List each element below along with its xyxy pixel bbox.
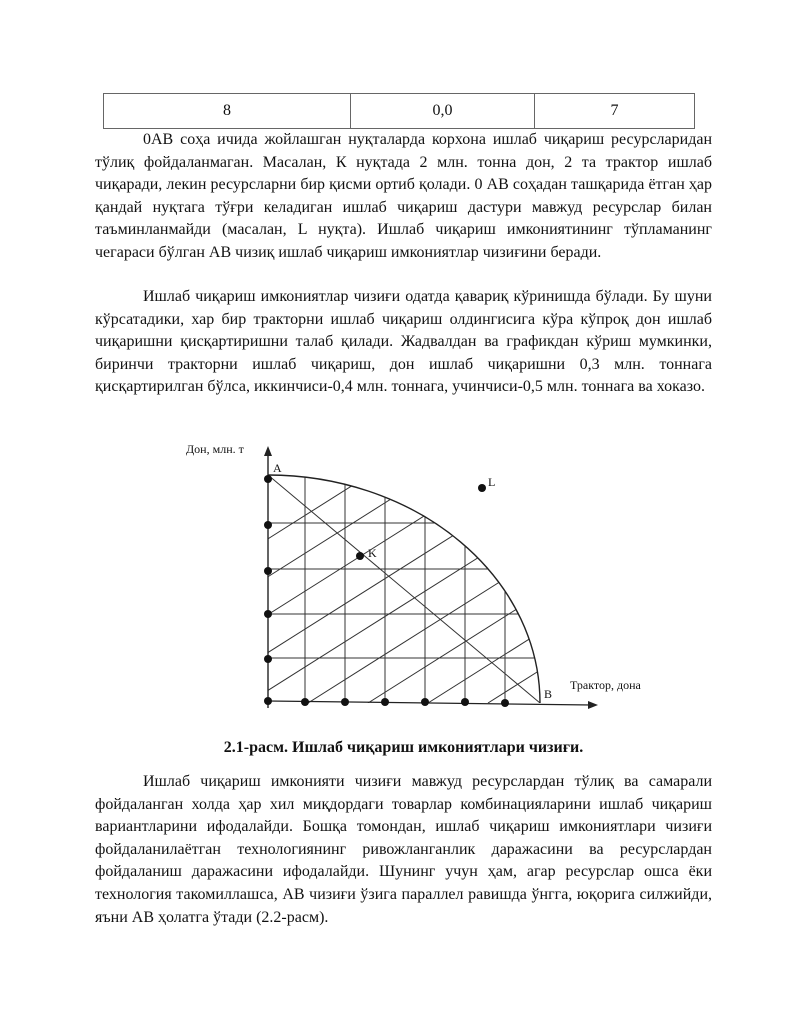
figure-caption: 2.1-расм. Ишлаб чиқариш имкониятлари чизиғи. <box>223 739 584 756</box>
point-a-label: A <box>273 461 282 475</box>
paragraph-3: Ишлаб чиқариш имконияти чизиғи мавжуд ресурслардан тўлиқ ва самарали фойдаланган холда ҳар хил миқдордаги товарлар комбинацияларини ишлаб чиқариш вариантларини ифодалайди. Бошқа томондан, ишлаб чиқариш имкониятлари чизиғи фойдаланилаётган технологиянинг ривожланганлик даражасини ва ресурслардан фойдаланиш даражасини ифодалайди. Шунинг учун ҳам, агар ресурслар ошса ёки технология такомиллашса, АВ чизиғи ўзига параллел равишда ўнгга, юқорига силжийди, яъни АВ ҳолатга ўтади (2.2-расм). <box>95 773 712 926</box>
y-axis-label: Дон, млн. т <box>186 442 244 456</box>
x-axis-arrow <box>588 701 598 709</box>
paragraph-2: Ишлаб чиқариш имкониятлар чизиғи одатда қавариқ кўринишда бўлади. Бу шуни кўрсатадики, хар бир тракторни ишлаб чиқариш олдингисига кўра кўпроқ дон ишлаб чиқаришни қисқартиришни талаб қилади. Жадвалдан ва графикдан кўриш мумкинки, биринчи тракторни ишлаб чиқариш, дон ишлаб чиқаришни 0,3 млн. тоннага қисқартирилган бўлса, иккинчиси-0,4 млн. тоннага, учинчиси-0,5 млн. тоннага ва хоказо. <box>95 288 712 396</box>
paragraph-1: 0АВ соҳа ичида жойлашган нуқталарда корхона ишлаб чиқариш ресурсларидан тўлиқ фойдаланмаган. Масалан, К нуқтада 2 млн. тонна дон, 2 та трактор ишлаб чиқаради, лекин ресурсларни бир қисми ортиб қолади. 0 АВ соҳадан ташқарида ётган ҳар қандай нуқтага тўғри келадиган ишлаб чиқариш дастури мавжуд ресурслар билан таъминланмайди (масалан, L нуқта). Ишлаб чиқариш имкониятининг тўпламанинг чегараси бўлган АВ чизиқ ишлаб чиқариш имкониятлар чизиғини беради. <box>95 131 712 261</box>
table-row <box>104 94 695 129</box>
grid-and-hatching <box>150 460 670 705</box>
y-axis-arrow <box>264 446 272 456</box>
x-axis-label: Трактор, дона <box>570 678 641 692</box>
point-k-marker <box>356 552 364 560</box>
point-l-marker <box>478 484 486 492</box>
table-cell: 8 <box>104 94 351 129</box>
table-cell: 0,0 <box>351 94 535 129</box>
table-cell: 7 <box>535 94 695 129</box>
axis-dots <box>264 475 509 707</box>
point-b-label: B <box>544 687 553 701</box>
point-l-label: L <box>488 475 496 489</box>
point-k-label: K <box>368 546 377 560</box>
production-possibility-figure <box>150 430 670 730</box>
data-table <box>103 93 695 129</box>
